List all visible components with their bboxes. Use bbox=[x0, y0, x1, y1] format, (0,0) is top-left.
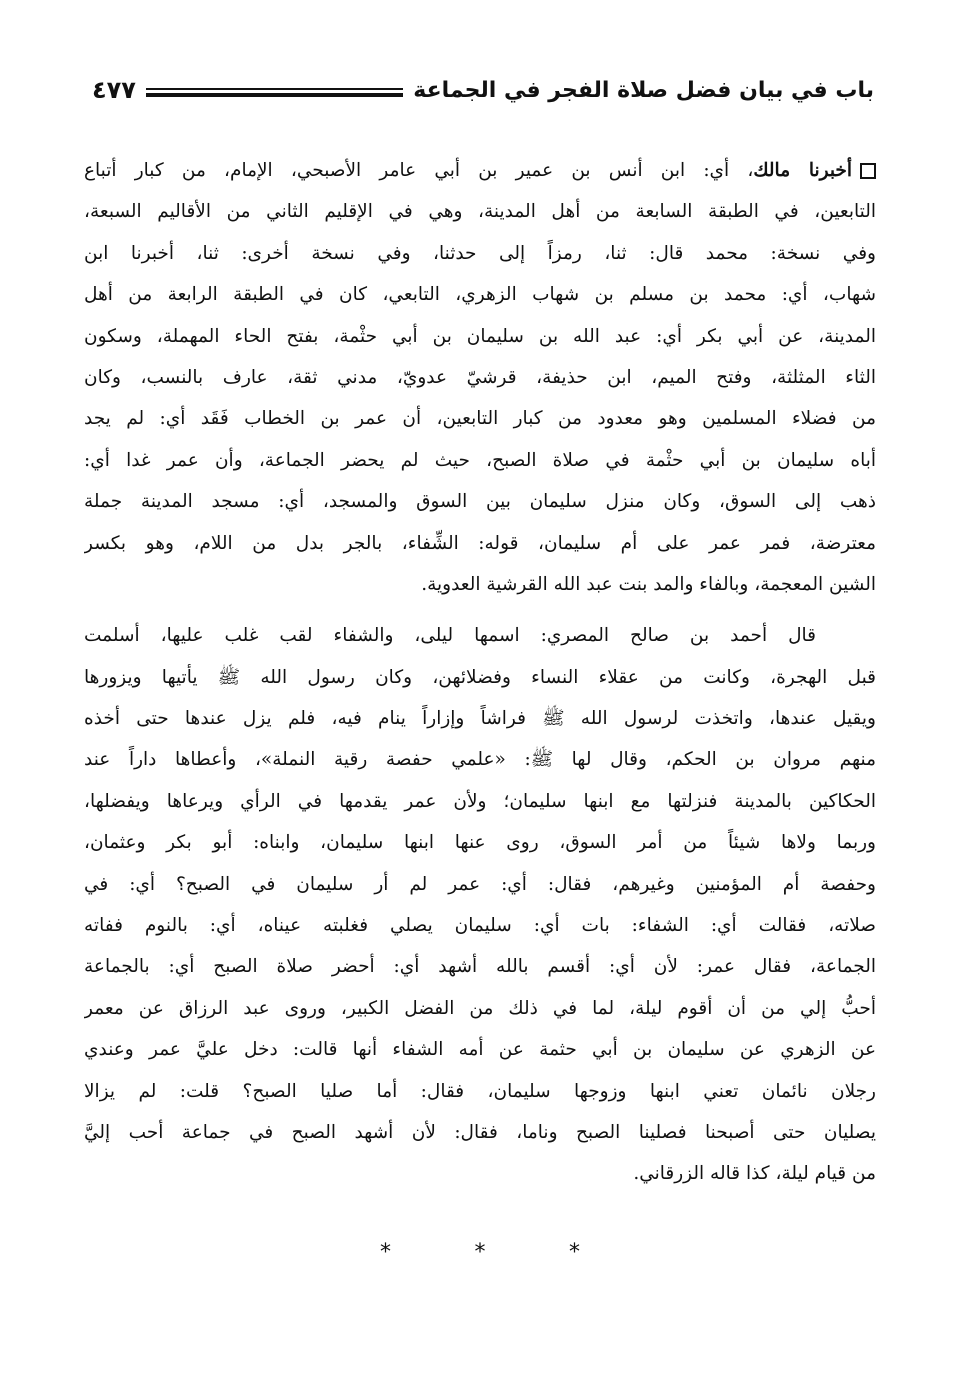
text-line: الثاء المثلثة، وفتح الميم، ابن حذيفة، قرشيّ عدويّ، مدني ثقة، عارف بالنسب، وكان bbox=[84, 366, 876, 388]
text-line: شهاب، أي: محمد بن مسلم بن شهاب الزهري، التابعي، كان في الطبقة الرابعة من أهل bbox=[84, 284, 876, 306]
text-line: وربما ولاها شيئاً من أمر السوق، روى عنها ابنها سليمان، وابناه: أبو بكر وعثمان، bbox=[84, 832, 876, 854]
text-line: ويقيل عندها، واتخذت لرسول الله ﷺ فراشاً وإزاراً ينام فيه، فلم يزل عندها حتى أخذه bbox=[84, 708, 876, 730]
text-line: يصليان حتى أصبحنا فصلينا الصبح وناما، فقال: لأن أشهد الصبح في جماعة أحب إليَّ bbox=[84, 1121, 876, 1143]
asterisk-icon: * bbox=[569, 1240, 580, 1265]
lead-phrase: أخبرنا مالك bbox=[753, 160, 852, 181]
text-line: الشين المعجمة، وبالفاء والمد بنت عبد الله القرشية العدوية. bbox=[421, 573, 876, 595]
text-line: الحكاكين بالمدينة فنزلتها مع ابنها سليمان؛ ولأن عمر يقدمها في الرأي ويرعاها ويفضلها، bbox=[84, 790, 876, 812]
text-line: وفي نسخة: محمد قال: ثنا، رمزاً إلى حدثنا، وفي نسخة أخرى: ثنا، أخبرنا ابن bbox=[84, 242, 876, 264]
text-line: قبل الهجرة، وكانت من عقلاء النساء وفضلائهن، وكان رسول الله ﷺ يأتيها ويزورها bbox=[84, 666, 876, 688]
text-line: ذهب إلى السوق، وكان منزل سليمان بين السوق والمسجد، أي: مسجد المدينة جملة bbox=[84, 491, 876, 513]
text-line: أحبُّ إلي من أن أقوم ليلة، لما في ذلك من الفضل الكبير، وروى عبد الرزاق عن معمر bbox=[84, 997, 876, 1019]
text-line: من قيام ليلة، كذا قاله الزرقاني. bbox=[633, 1163, 876, 1185]
text-line: من فضلاء المسلمين وهو معدود من كبار التابعين، أن عمر بن الخطاب فَقَد أي: لم يجد bbox=[84, 408, 876, 430]
section-separator bbox=[380, 1240, 580, 1265]
text-line: الجماعة، فقال عمر: لأن أي: أقسم بالله أشهد أي: أحضر صلاة الصبح أي: بالجماعة bbox=[84, 956, 876, 978]
header-rule bbox=[146, 88, 403, 97]
chapter-title: باب في بيان فضل صلاة الفجر في الجماعة bbox=[413, 77, 874, 103]
text-line: عن الزهري عن سليمان بن أبي حثمة عن أمه الشفاء أنها قالت: دخل عليَّ عمر وعندي bbox=[84, 1039, 876, 1061]
text-line: وحفصة أم المؤمنين وغيرهم، فقال: أي: عمر لم أر سليمان في الصبح؟ أي: في bbox=[84, 873, 876, 895]
text-line: منهم مروان بن الحكم، وقال لها ﷺ: «علمي حفصة رقية النملة»، وأعطاها داراً عند bbox=[84, 749, 876, 771]
text-line: التابعين، في الطبقة السابعة من أهل المدينة، وهي في الإقليم الثاني من الأقاليم السبعة، bbox=[84, 201, 876, 223]
text-line: معترضة، فمر عمر على أم سليمان، قوله: الشِّفاء، بالجر بدل من اللام، وهو بكسر bbox=[84, 532, 876, 554]
text-line: المدينة، عن أبي بكر أي: عبد الله بن سليمان بن أبي حثْمة، بفتح الحاء المهملة، وسكون bbox=[84, 325, 876, 347]
text-line: رجلان نائمان تعني ابنها وزوجها سليمان، فقال: أما صليا الصبح؟ قلت: لم يزالا bbox=[84, 1080, 876, 1102]
asterisk-icon: * bbox=[380, 1240, 391, 1265]
text-line: صلاته، فقالت أي: الشفاء: بات أي: سليمان يصلي فغلبته عيناه، أي: بالنوم ففاته bbox=[84, 915, 876, 937]
square-marker-icon bbox=[860, 163, 876, 179]
text-line: قال أحمد بن صالح المصري: اسمها ليلى، والشفاء لقب غلب عليها، أسلمت bbox=[84, 625, 816, 647]
text-line: أباه سليمان بن أبي حثْمة في صلاة الصبح، حيث لم يحضر الجماعة، وأن عمر غدا أي: bbox=[84, 449, 876, 471]
text-line: أخبرنا مالك، أي: ابن أنس بن عمير بن أبي عامر الأصبحي، الإمام، من كبار أتباع bbox=[84, 150, 876, 191]
page-number: ٤٧٧ bbox=[92, 76, 136, 104]
asterisk-icon: * bbox=[474, 1240, 486, 1265]
body-text bbox=[84, 150, 876, 1195]
running-header bbox=[92, 70, 874, 110]
